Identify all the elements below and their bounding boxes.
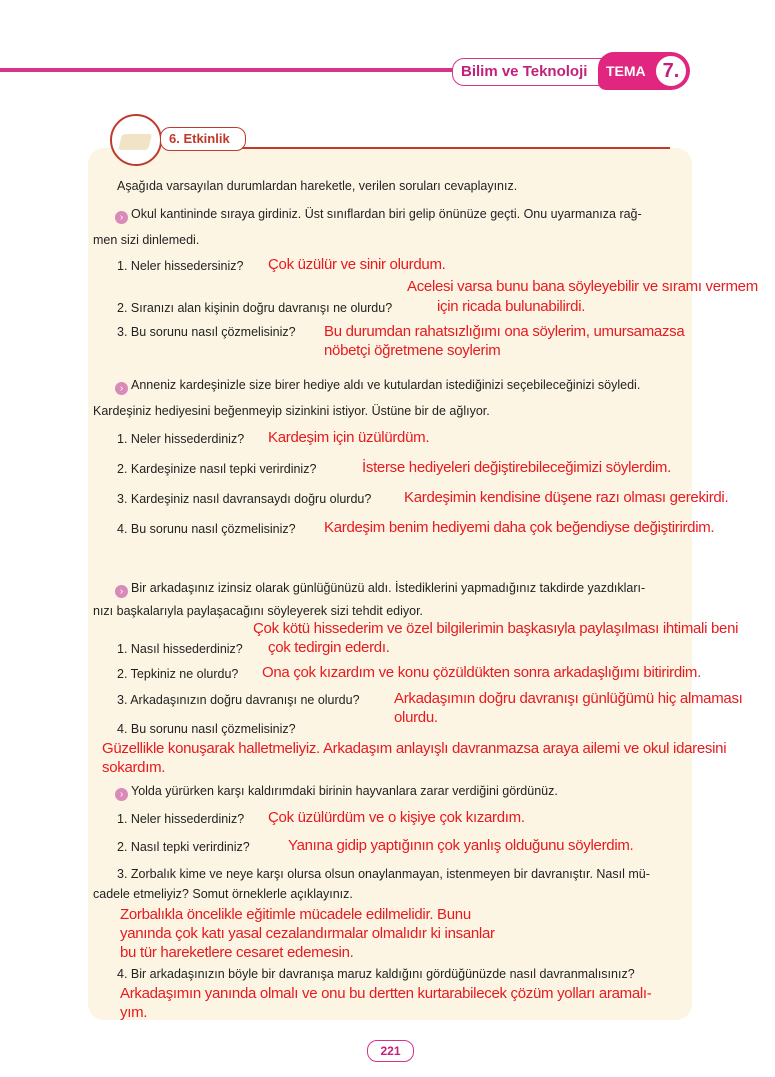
answer: Kardeşim benim hediyemi daha çok beğendiyse değiştirirdim. <box>324 519 715 536</box>
answer: sokardım. <box>102 759 166 776</box>
answer: Zorbalıkla öncelikle eğitimle mücadele edilmelidir. Bunu <box>120 906 471 923</box>
question: 4. Bu sorunu nasıl çözmelisiniz? <box>117 722 296 736</box>
answer: Arkadaşımın doğru davranışı günlüğümü hiç almaması <box>394 690 743 707</box>
answer: olurdu. <box>394 709 438 726</box>
question: 1. Neler hissedersiniz? <box>117 259 244 273</box>
question: 3. Bu sorunu nasıl çözmelisiniz? <box>117 325 296 339</box>
question: 1. Nasıl hissederdiniz? <box>117 642 243 656</box>
page-number: 221 <box>367 1040 414 1062</box>
answer: çok tedirgin ederdı. <box>268 639 390 656</box>
question: 3. Kardeşiniz nasıl davransaydı doğru olurdu? <box>117 492 372 506</box>
tema-label: TEMA <box>606 63 646 79</box>
open-book-icon <box>110 114 162 166</box>
chevron-right-icon: › <box>115 585 128 598</box>
scenario-2-line-1 <box>115 378 640 395</box>
question: 4. Bu sorunu nasıl çözmelisiniz? <box>117 522 296 536</box>
answer: Çok üzülür ve sinir olurdum. <box>268 256 446 273</box>
question: 3. Zorbalık kime ve neye karşı olursa olsun onaylanmayan, istenmeyen bir davranıştır. Nasıl mü- <box>117 867 650 881</box>
question: 2. Tepkiniz ne olurdu? <box>117 667 239 681</box>
question: 2. Nasıl tepki verirdiniz? <box>117 840 250 854</box>
answer: bu tür hareketlere cesaret edemesin. <box>120 944 354 961</box>
activity-divider <box>240 147 670 149</box>
answer: yanında çok katı yasal cezalandırmalar olmalıdır ki insanlar <box>120 925 495 942</box>
answer: Güzellikle konuşarak halletmeliyiz. Arkadaşım anlayışlı davranmazsa araya ailemi ve okul idaresini <box>102 740 727 757</box>
scenario-2-line-2: Kardeşiniz hediyesini beğenmeyip sizinkini istiyor. Üstüne bir de ağlıyor. <box>93 404 490 418</box>
chevron-right-icon: › <box>115 788 128 801</box>
tema-number: 7. <box>656 56 686 86</box>
answer: nöbetçi öğretmene soylerim <box>324 342 501 359</box>
scenario-text: Okul kantininde sıraya girdiniz. Üst sınıflardan biri gelip önünüze geçti. Onu uyarmanıza rağ- <box>131 207 642 221</box>
answer: yım. <box>120 1004 148 1021</box>
question: cadele etmeliyiz? Somut örneklerle açıklayınız. <box>93 887 353 901</box>
question: 1. Neler hissederdiniz? <box>117 812 245 826</box>
header-line <box>0 68 458 72</box>
answer: Ona çok kızardım ve konu çözüldükten sonra arkadaşlığımı bitirirdim. <box>262 664 701 681</box>
scenario-text: Bir arkadaşınız izinsiz olarak günlüğünüzü aldı. İstediklerini yapmadığınız takdirde yazdıkları- <box>131 581 646 595</box>
subject-label: Bilim ve Teknoloji <box>461 63 588 80</box>
subject-badge <box>452 58 614 86</box>
intro-text: Aşağıda varsayılan durumlardan hareketle, verilen soruları cevaplayınız. <box>117 179 518 193</box>
activity-title-badge <box>160 127 246 151</box>
question: 2. Kardeşinize nasıl tepki verirdiniz? <box>117 462 317 476</box>
scenario-text: Yolda yürürken karşı kaldırımdaki birinin hayvanlara zarar verdiğini gördünüz. <box>131 784 558 798</box>
scenario-1-line-1 <box>115 207 642 224</box>
answer: için ricada bulunabilirdi. <box>437 298 586 315</box>
answer: İsterse hediyeleri değiştirebileceğimizi söylerdim. <box>362 459 671 476</box>
scenario-1-line-2: men sizi dinlemedi. <box>93 233 200 247</box>
chevron-right-icon: › <box>115 382 128 395</box>
answer: Kardeşim için üzülürdüm. <box>268 429 430 446</box>
question: 4. Bir arkadaşınızın böyle bir davranışa maruz kaldığını gördüğünüzde nasıl davranmalısınız? <box>117 967 635 981</box>
question: 1. Neler hissederdiniz? <box>117 432 245 446</box>
answer: Çok üzülürdüm ve o kişiye çok kızardım. <box>268 809 525 826</box>
scenario-4-line-1 <box>115 784 558 801</box>
answer: Arkadaşımın yanında olmalı ve onu bu dertten kurtarabilecek çözüm yolları aramalı- <box>120 985 652 1002</box>
question: 3. Arkadaşınızın doğru davranışı ne olurdu? <box>117 693 360 707</box>
answer: Kardeşimin kendisine düşene razı olması gerekirdi. <box>404 489 729 506</box>
activity-title: 6. Etkinlik <box>169 131 230 146</box>
scenario-3-line-1 <box>115 581 645 598</box>
answer: Bu durumdan rahatsızlığımı ona söylerim, umursamazsa <box>324 323 685 340</box>
answer: Acelesi varsa bunu bana söyleyebilir ve sıramı vermem <box>407 278 758 295</box>
answer: Yanına gidip yaptığının çok yanlış olduğunu söylerdim. <box>288 837 634 854</box>
scenario-3-line-2: nızı başkalarıyla paylaşacağını söyleyerek sizi tehdit ediyor. <box>93 604 424 618</box>
chevron-right-icon: › <box>115 211 128 224</box>
answer: Çok kötü hissederim ve özel bilgilerimin başkasıyla paylaşılması ihtimali beni <box>253 620 739 637</box>
tema-badge <box>598 52 690 90</box>
question: 2. Sıranızı alan kişinin doğru davranışı ne olurdu? <box>117 301 393 315</box>
scenario-text: Anneniz kardeşinizle size birer hediye aldı ve kutulardan istediğinizi seçebileceğinizi söyledi. <box>131 378 641 392</box>
